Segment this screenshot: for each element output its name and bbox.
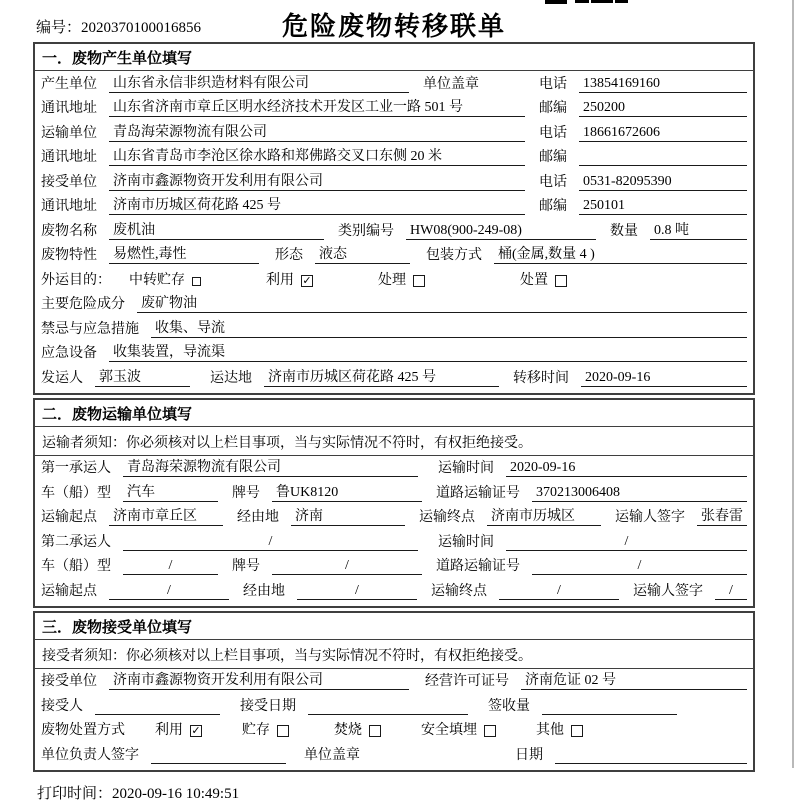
end1-value: 济南市历城区 [487,505,601,526]
disposal-label: 废物处置方式 [41,723,125,738]
row-carrier1 [41,457,747,482]
row-equipment [41,342,747,367]
zip1-value: 250200 [579,100,747,117]
end2-label: 运输终点 [431,583,487,599]
section-receiver-title: 三．废物接受单位填写 [35,613,753,640]
purpose-utilize-checkbox: ✓ [302,273,312,287]
origin2-label: 运输起点 [41,583,97,599]
zip3-value: 250101 [579,198,747,215]
address2-value: 山东省青岛市李沧区徐水路和郑佛路交叉口东侧 20 米 [109,145,525,166]
row-shipper [41,366,747,391]
carrier1-label: 第一承运人 [41,461,111,476]
section-transporter-title: 二．废物运输单位填写 [35,400,753,427]
address1-value: 山东省济南市章丘区明水经济技术开发区工业一路 501 号 [109,96,525,117]
serial-label: 编号： [36,20,82,36]
serial-value: 2020370100016856 [81,20,202,36]
receive-date-label: 接受日期 [240,698,296,714]
row-receiver-sign [41,743,747,768]
disposal-utilize-label: 利用 [155,723,183,738]
document-header [33,6,755,42]
equipment-label: 应急设备 [41,346,97,361]
license2-value: / [532,558,747,575]
purpose-option-treat-label: 处理 [378,272,406,288]
quantity-label: 数量 [610,223,638,239]
row-route2 [41,579,747,604]
address3-value: 济南市历城区荷花路 425 号 [109,194,525,215]
row-vehicle2 [41,555,747,580]
purpose-label: 外运目的： [41,272,111,288]
shipper-label: 发运人 [41,370,83,386]
receive-unit-label: 接受单位 [41,174,97,190]
responsible-sign-label: 单位负责人签字 [41,747,139,763]
responsible-sign-value [151,747,286,764]
receiver-date2-label: 日期 [515,747,543,763]
vehicle2-label: 车（船）型 [41,559,111,574]
address1-label: 通讯地址 [41,101,97,116]
plate2-label: 牌号 [232,559,260,574]
transport-unit-value: 青岛海荣源物流有限公司 [109,121,525,142]
time1-value: 2020-09-16 [506,460,747,477]
quantity-value: 0.8 吨 [650,219,747,240]
transfer-time-value: 2020-09-16 [581,370,747,387]
receiver-person-label: 接受人 [41,698,83,714]
row-transport-unit [41,121,747,146]
signed-amount-value [542,698,677,715]
transporter-notice: 运输者须知：你必须核对以上栏目事项，当与实际情况不符时，有权拒绝接受。 [35,427,753,456]
purpose-dispose-checkbox [555,275,567,287]
sign2-label: 运输人签字 [633,583,703,599]
row-route1 [41,506,747,531]
end1-label: 运输终点 [419,510,475,525]
purpose-transit-checkbox [192,277,201,286]
address3-label: 通讯地址 [41,199,97,214]
row-address3 [41,195,747,220]
purpose-option-dispose-label: 处置 [520,272,548,288]
purpose-treat-checkbox [413,275,425,287]
disposal-store-label: 贮存 [242,723,270,738]
license1-label: 道路运输证号 [436,485,520,501]
disposal-landfill-checkbox [484,725,496,737]
row-address2 [41,146,747,171]
trait-value: 易燃性,毒性 [109,243,259,264]
disposal-other-checkbox [571,725,583,737]
sign1-label: 运输人签字 [615,510,685,525]
category-label: 类别编号 [338,223,394,239]
address2-label: 通讯地址 [41,150,97,165]
plate1-label: 牌号 [232,485,260,501]
form-value: 液态 [315,243,410,264]
row-purpose [41,268,747,293]
trait-label: 废物特性 [41,248,97,263]
row-hazard [41,293,747,318]
vehicle1-label: 车（船）型 [41,485,111,501]
phone3-value: 0531-82095390 [579,174,747,191]
zip2-label: 邮编 [539,150,567,165]
row-taboo [41,317,747,342]
phone2-value: 18661672606 [579,125,747,142]
phone1-value: 13854169160 [579,76,747,93]
row-receiver-unit [41,670,747,695]
row-receive-unit [41,170,747,195]
row-carrier2 [41,530,747,555]
via2-label: 经由地 [243,583,285,599]
license1-value: 370213006408 [532,485,747,502]
receiver-unit-value: 济南市鑫源物资开发利用有限公司 [109,669,409,690]
receiver-person-value [95,698,220,715]
disposal-other-label: 其他 [536,723,564,738]
plate2-value: / [272,558,422,575]
zip2-value [579,149,747,166]
section-transporter [33,398,755,608]
origin2-value: / [109,583,229,600]
phone2-label: 电话 [539,125,567,141]
zip1-label: 邮编 [539,101,567,116]
vehicle2-value: / [123,558,218,575]
end2-value: / [499,583,619,600]
form-label: 形态 [275,248,303,263]
permit-label: 经营许可证号 [425,674,509,689]
sign1-value: 张春雷 [697,505,747,526]
row-produce-unit [41,72,747,97]
carrier1-value: 青岛海荣源物流有限公司 [123,456,418,477]
shipper-value: 郭玉波 [95,366,190,387]
row-disposal [41,719,747,744]
permit-value: 济南危证 02 号 [521,669,747,690]
receiver-date2-value [555,747,747,764]
packaging-label: 包装方式 [426,248,482,263]
destination-label: 运达地 [210,370,252,386]
hazard-value: 废矿物油 [137,292,747,313]
waste-name-label: 废物名称 [41,223,97,239]
receive-unit-value: 济南市鑫源物资开发利用有限公司 [109,170,525,191]
transfer-time-label: 转移时间 [513,370,569,386]
row-waste-trait [41,244,747,269]
print-time-label: 打印时间： [37,785,113,802]
destination-value: 济南市历城区荷花路 425 号 [264,366,499,387]
equipment-value: 收集装置，导流渠 [109,341,747,362]
plate1-value: 鲁UK8120 [272,481,422,502]
carrier2-value: / [123,534,418,551]
via2-value: / [297,583,417,600]
time1-label: 运输时间 [438,461,494,476]
unit-seal-label: 单位盖章 [423,76,479,92]
taboo-value: 收集、导流 [151,317,747,338]
origin1-label: 运输起点 [41,510,97,525]
sign2-value: / [715,583,747,600]
row-address1 [41,97,747,122]
category-value: HW08(900-249-08) [406,223,596,240]
purpose-option-transit-label: 中转贮存 [129,272,185,288]
signed-amount-label: 签收量 [488,698,530,714]
produce-unit-value: 山东省永信非织造材料有限公司 [109,72,409,93]
row-vehicle1 [41,481,747,506]
disposal-burn-label: 焚烧 [334,723,362,738]
hazard-label: 主要危险成分 [41,297,125,312]
produce-unit-label: 产生单位 [41,76,97,92]
page-edge-divider [792,0,794,768]
disposal-landfill-label: 安全填埋 [421,723,477,738]
packaging-value: 桶(金属,数量 4 ) [494,243,747,264]
vehicle1-value: 汽车 [123,481,218,502]
receiver-seal-label: 单位盖章 [304,747,360,763]
license2-label: 道路运输证号 [436,559,520,574]
phone1-label: 电话 [539,76,567,92]
row-receiver-person [41,694,747,719]
receive-date-value [308,698,468,715]
origin1-value: 济南市章丘区 [109,505,223,526]
receiver-notice: 接受者须知：你必须核对以上栏目事项，当与实际情况不符时，有权拒绝接受。 [35,640,753,669]
via1-value: 济南 [291,505,405,526]
print-time [33,775,755,803]
page-title: 危险废物转移联单 [281,12,506,41]
taboo-label: 禁忌与应急措施 [41,321,139,337]
disposal-burn-checkbox [369,725,381,737]
waste-name-value: 废机油 [109,219,324,240]
row-waste-name [41,219,747,244]
time2-value: / [506,534,747,551]
section-receiver [33,611,755,772]
section-producer [33,42,755,395]
zip3-label: 邮编 [539,199,567,214]
purpose-option-utilize-label: 利用 [266,272,294,288]
transport-unit-label: 运输单位 [41,125,97,141]
disposal-store-checkbox [277,725,289,737]
carrier2-label: 第二承运人 [41,534,111,550]
qr-code-icon [545,0,629,4]
time2-label: 运输时间 [438,534,494,550]
via1-label: 经由地 [237,510,279,525]
print-time-value: 2020-09-16 10:49:51 [112,785,240,802]
disposal-utilize-checkbox: ✓ [191,724,201,737]
receiver-unit-label: 接受单位 [41,674,97,689]
section-producer-title: 一．废物产生单位填写 [35,44,753,71]
phone3-label: 电话 [539,174,567,190]
